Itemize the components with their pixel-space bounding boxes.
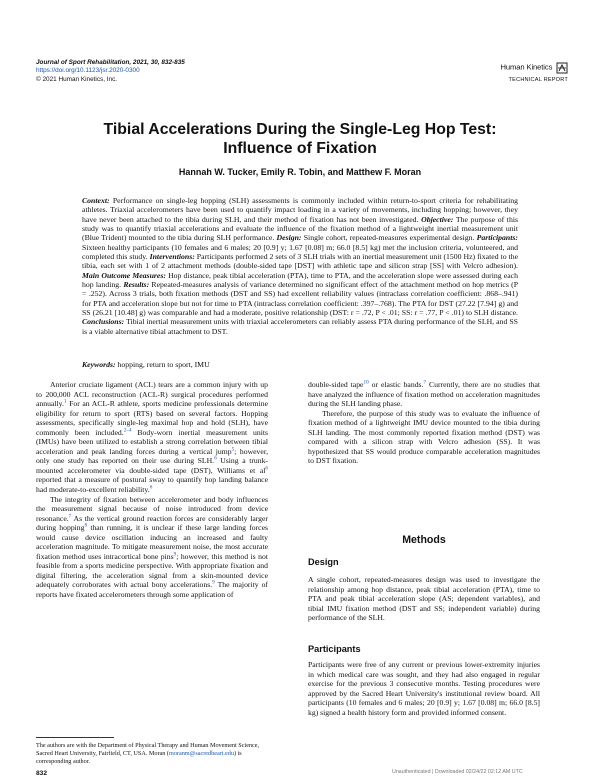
download-watermark: Unauthenticated | Downloaded 02/24/22 02:12 AM UTC [392, 769, 523, 775]
text-run: Using a trunk-mounted accelerometer via double-sided tape (DST), Williams et al [36, 456, 268, 475]
text-run: than running, it is unclear if these large landing forces would cause device oscillation inducing an increased and faulty acceleration magnitude. To mitigate measurement noise, the most accurate fixation method uses intracortical bone pins [36, 523, 268, 561]
context-label: Context: [82, 196, 110, 205]
results-text: Repeated-measures analysis of variance determined no significant effect of the attachment method on hop metrics (P = .252). Across 3 trials, both fixation methods (DST and SS) had excellent reliability values (intraclass correlation coefficient: .868–.941) for PTA and acceleration slope but not for time to PTA (intraclass correlation coefficient: .397–.768). The PTA for DST (27.22 [7.94] g) and SS (26.21 [10.48] g) was comparable and had a moderate, positive relationship (DST: r = .72, P < .01; SS: r = .77, P < .01) to SLH distance. [82, 280, 519, 318]
objective-label: Objective: [421, 214, 454, 224]
footnote-text: The authors are with the Department of Physical Therapy and Human Movement Science, Sacred Heart University, Fairfield, CT, USA. Moran ( [36, 742, 260, 757]
participants-heading: Participants [308, 644, 361, 654]
results-label: Results: [123, 280, 150, 290]
methods-heading: Methods [402, 534, 446, 546]
conclusions-text: Tibial inertial measurement units with triaxial accelerometers can reliably assess PTA during performance of the SLH, and SS is a viable alternative tibial attachment to DST. [82, 317, 518, 336]
author-affiliation-footnote [36, 742, 268, 766]
participants-paragraph: Participants were free of any current or previous lower-extremity injuries in which medical care was sought, and they had also engaged in regular exercise for the previous 3 consecutive months. Testing procedures were approved by the Sacred Heart University's institutional review board. All participants (10 females and 6 males; 20 [0.9] y; 1.67 [0.08] m; 66.0 [8.5] kg) signed a health history form and provided informed consent. [308, 660, 540, 717]
text-run: The integrity of fixation between accelerometer and body influences the measurement signal because of noise introduced from device resonance. [36, 494, 268, 523]
doi-link[interactable]: https://doi.org/10.1123/jsr.2020-0300 [36, 67, 140, 75]
conclusions-label: Conclusions: [82, 317, 125, 327]
design-heading: Design [308, 557, 339, 567]
publisher-block [478, 62, 568, 83]
text-run: ; however, only one study has reported on their use during SLH. [36, 446, 268, 466]
reference-link[interactable]: 2–4 [123, 427, 132, 434]
intro-paragraph-2-continued [308, 380, 540, 409]
article-title [40, 120, 560, 158]
text-run: As the vertical ground reaction forces are considerably larger during hopping [36, 513, 268, 533]
measures-text: Hop distance, peak tibial acceleration (PTA), time to PTA, and the acceleration slope were assessed during each hop landing. [82, 270, 518, 290]
intro-paragraph-1 [36, 380, 268, 495]
title-line-2: Influence of Fixation [223, 140, 377, 157]
reference-link[interactable]: 10 [363, 379, 369, 386]
measures-label: Main Outcome Measures: [82, 270, 166, 280]
participants-label: Participants: [476, 233, 518, 243]
keywords-label: Keywords: [82, 360, 116, 369]
interventions-text: Participants performed 2 sets of 3 SLH trials with an inertial measurement unit (1500 Hz) fixated to the tibia, each set with 1 of 2 attachment methods (double-sided tape [DST] with athletic tape and silicon strap [SS] with Velcro adhesion). [82, 252, 519, 271]
reference-link[interactable]: 6 [214, 455, 217, 462]
interventions-label: Interventions: [149, 252, 195, 262]
author-list: Hannah W. Tucker, Emily R. Tobin, and Matthew F. Moran [178, 167, 422, 177]
left-column [36, 380, 268, 600]
reference-link[interactable]: 6 [149, 484, 153, 491]
journal-info [36, 59, 185, 84]
publisher-name: Human Kinetics [500, 62, 553, 72]
text-run: or elastic bands. [368, 380, 424, 389]
keywords [82, 360, 518, 369]
context-text: Performance on single-leg hopping (SLH) assessments is commonly included within return-to-sport criteria for rehabilitating athletes. Triaxial accelerometers have been used to quantify impact loading in a variety of movements, including hopping; however, they have never been attached to the tibia during SLH, and their method of fixation has not been investigated. [82, 196, 519, 224]
intro-paragraph-2 [36, 495, 268, 600]
report-type: TECHNICAL REPORT [508, 77, 568, 83]
participants-text-abstract: Sixteen healthy participants (10 females and 6 males; 20 [0.9] y; 1.67 [0.08] m; 66.0 [8.5] kg) met the inclusion criteria, volunteered, and completed this study. [82, 242, 518, 262]
abstract [82, 196, 518, 336]
text-run: Anterior cruciate ligament (ACL) tears are a common injury with up to 200,000 ACL reconstruction (ACL-R) surgical procedures performed annually. [36, 380, 268, 409]
right-column [308, 380, 540, 466]
reference-link[interactable]: 9 [173, 551, 177, 558]
text-run: Body-worn inertial measurement units (IMUs) have been utilized to establish a strong correlation between tibial acceleration and peak landing forces during a vertical jump [36, 427, 268, 456]
text-run: ; however, this method is not feasible from a sports medicine perspective. With appropriate fixation and digital filtering, the acceleration signal from a skin-mounted device adequately corroborates with actual bony accelerations. [36, 551, 268, 590]
objective-text: The purpose of this study was to quantify triaxial accelerations and evaluate the influence of the fixation method of a lightweight inertial measurement unit (Blue Trident) mounted to the tibia during SLH performance. [82, 214, 519, 243]
design-label: Design: [276, 233, 302, 243]
page-number: 832 [36, 770, 48, 777]
text-run: double-sided tape [308, 380, 364, 389]
reference-link[interactable]: 6 [265, 465, 268, 472]
corresponding-email-link[interactable]: moranm@sacredheart.edu [169, 750, 234, 757]
reference-link[interactable]: 5 [231, 446, 235, 453]
design-paragraph: A single cohort, repeated-measures design was used to investigate the relationship among hop distance, peak tibial acceleration (PTA), time to PTA and peak tibial acceleration slope (AS; dependent variables), and tibial IMU fixation method (DST and SS; independent variable) during performance of the SLH. [308, 575, 540, 623]
reference-link[interactable]: 8 [84, 522, 88, 529]
reference-link[interactable]: 7 [68, 513, 72, 520]
purpose-paragraph: Therefore, the purpose of this study was to evaluate the influence of fixation method of a lightweight IMU device mounted to the tibia during SLH landing. The most commonly reported fixation method (DST) was compared with a silicon strap with Velcro adhesion (SS). It was hypothesized that SS would produce comparable acceleration magnitudes to DST fixation. [308, 408, 540, 466]
text-run: For an ACL-R athlete, sports medicine professionals determine eligibility for return to sport (RTS) based on several factors. Hopping assessments, specifically single-leg maximal hop and hold (SLH), have commonly been included. [36, 399, 268, 437]
copyright: © 2021 Human Kinetics, Inc. [36, 75, 118, 83]
reference-link[interactable]: 7 [423, 379, 427, 386]
footnote-text-end: ) is corresponding author. [36, 750, 242, 765]
journal-citation: Journal of Sport Rehabilitation, 2021, 30, 832-835 [36, 59, 185, 66]
reference-link[interactable]: 1 [63, 398, 67, 405]
text-run: Currently, there are no studies that have analyzed the influence of fixation method on acceleration magnitudes during the SLH landing phase. [308, 380, 541, 409]
design-text-abstract: Single cohort, repeated-measures experimental design. [303, 233, 475, 243]
reference-link[interactable]: 9 [212, 579, 215, 586]
keywords-text: hopping, return to sport, IMU [117, 360, 210, 369]
text-run: The majority of reports have fixated accelerometers through some application of [36, 580, 268, 600]
publisher-logo-icon [556, 62, 568, 74]
title-line-1: Tibial Accelerations During the Single-Leg Hop Test: [103, 121, 497, 138]
footnote-divider [36, 737, 114, 738]
text-run: reported that a measure of postural sway to quantify hop landing balance had moderate-to-excellent reliability. [36, 475, 268, 495]
